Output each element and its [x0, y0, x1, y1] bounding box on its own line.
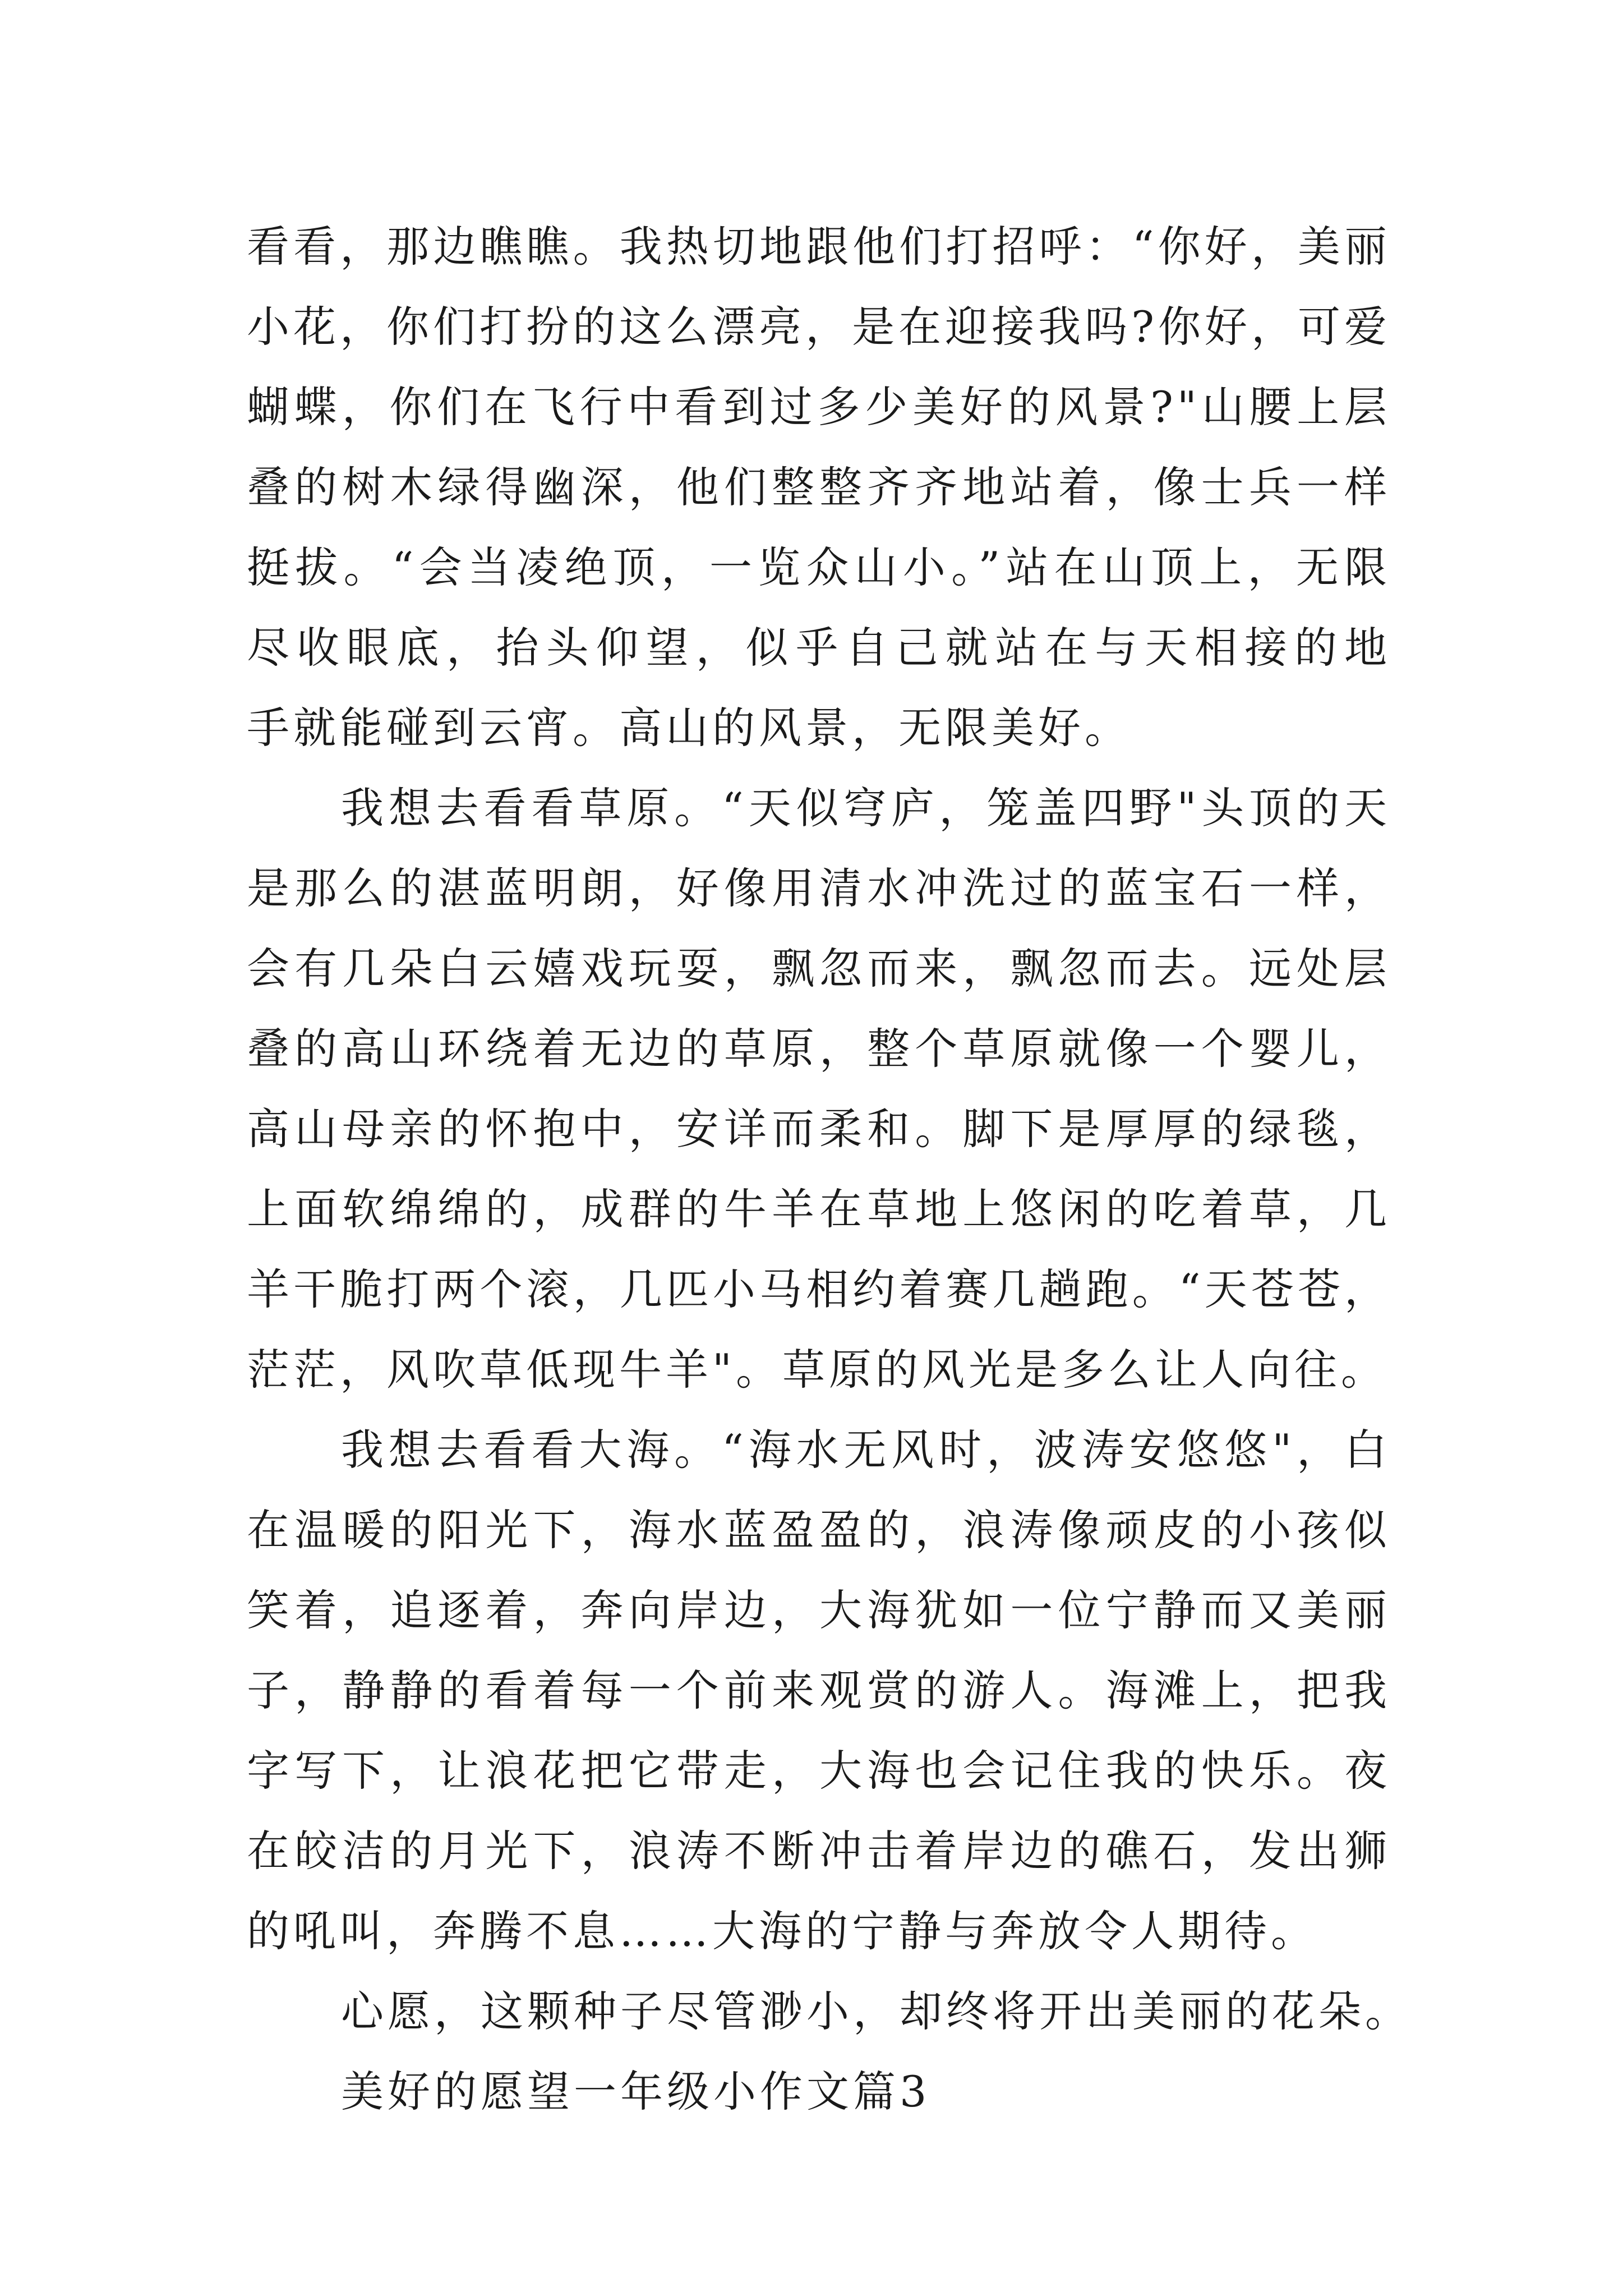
paragraph-line: 心愿，这颗种子尽管渺小，却终将开出美丽的花朵。: [341, 1986, 1412, 2036]
text-line: 会有几朵白云嬉戏玩耍，飘忽而来，飘忽而去。远处层: [247, 944, 1391, 993]
text-line: 挺拔。“会当凌绝顶，一览众山小。”站在山顶上，无限: [247, 542, 1391, 592]
text-line: 的吼叫，奔腾不息……大海的宁静与奔放令人期待。: [247, 1906, 1317, 1956]
text-line: 蝴蝶，你们在飞行中看到过多少美好的风景?"山腰上层: [247, 382, 1391, 432]
paragraph-first-line: 我想去看看草原。“天似穹庐，笼盖四野"头顶的天: [341, 783, 1391, 833]
text-line: 尽收眼底，抬头仰望，似乎自己就站在与天相接的地: [247, 623, 1391, 673]
section-heading: 美好的愿望一年级小作文篇3: [341, 2067, 931, 2116]
text-line: 叠的高山环绕着无边的草原，整个草原就像一个婴儿，: [247, 1024, 1391, 1074]
text-line: 高山母亲的怀抱中，安详而柔和。脚下是厚厚的绿毯，: [247, 1104, 1391, 1154]
text-line: 子，静静的看着每一个前来观赏的游人。海滩上，把我: [247, 1665, 1391, 1715]
paragraph-first-line: 我想去看看大海。“海水无风时，波涛安悠悠"，白: [341, 1425, 1391, 1475]
text-line: 字写下，让浪花把它带走，大海也会记住我的快乐。夜: [247, 1746, 1391, 1796]
text-line: 看看，那边瞧瞧。我热切地跟他们打招呼：“你好，美丽: [247, 222, 1391, 272]
text-line: 茫茫，风吹草低现牛羊"。草原的风光是多么让人向往。: [247, 1345, 1387, 1395]
text-line: 在皎洁的月光下，浪涛不断冲击着岸边的礁石，发出狮: [247, 1826, 1391, 1876]
text-line: 叠的树木绿得幽深，他们整整齐齐地站着，像士兵一样: [247, 462, 1391, 512]
text-line: 手就能碰到云宵。高山的风景，无限美好。: [247, 703, 1131, 753]
text-line: 笑着，追逐着，奔向岸边，大海犹如一位宁静而又美丽: [247, 1585, 1391, 1635]
text-line: 上面软绵绵的，成群的牛羊在草地上悠闲的吃着草，几: [247, 1184, 1391, 1234]
essay-body: [247, 206, 1412, 2132]
text-line: 是那么的湛蓝明朗，好像用清水冲洗过的蓝宝石一样，: [247, 863, 1391, 913]
text-line: 羊干脆打两个滚，几匹小马相约着赛几趟跑。“天苍苍，: [247, 1264, 1391, 1314]
text-line: 小花，你们打扮的这么漂亮，是在迎接我吗?你好，可爱: [247, 302, 1391, 352]
text-line: 在温暖的阳光下，海水蓝盈盈的，浪涛像顽皮的小孩似: [247, 1505, 1391, 1555]
